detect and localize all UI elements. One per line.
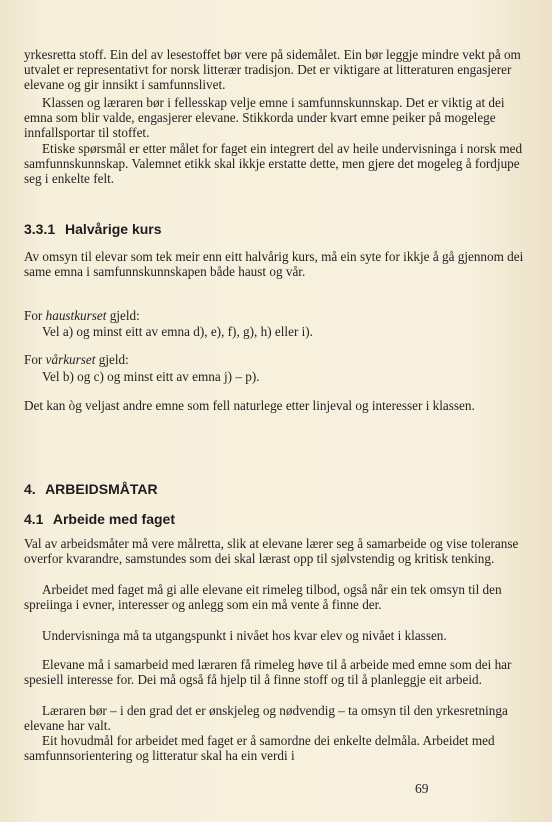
var-suffix: gjeld: — [95, 352, 129, 367]
haust-suffix: gjeld: — [106, 308, 140, 323]
section-4-1-paragraph-2: Arbeidet med faget må gi alle elevane eit rimeleg tilbod, også når ein tek omsyn til den spreiinga i evner, interesser og anlegg som ein må vente å finne der. — [24, 582, 502, 612]
section-4-1-paragraph-6: Eit hovudmål for arbeidet med faget er å samordne dei enkelte delmåla. Arbeidet med samfunnsorientering og litteratur skal ha ein verdi i — [24, 733, 495, 763]
section-4-1-paragraph-1: Val av arbeidsmåter må vere målretta, slik at elevane lærer seg å samarbeide og vise toleranse overfor kvarandre, samstundes som dei skal lærast opp til sjølvstendig og kritisk tenking. — [24, 536, 519, 566]
chapter-number: 4. — [24, 481, 36, 497]
intro-paragraph-2: Klassen og læraren bør i fellesskap velje emne i samfunnskunnskap. Det er viktig at dei emna som blir valde, engasjerer elevane. Stikkorda under kvart emne peiker på mogelege innfallsportar til stoffet. — [24, 95, 505, 140]
chapter-title: ARBEIDSMÅTAR — [45, 481, 158, 497]
haustkurset-rule: Vel a) og minst eitt av emna d), e), f), g), h) eller i). — [42, 324, 313, 339]
page-number: 69 — [415, 781, 429, 796]
section-title: Arbeide med faget — [52, 511, 175, 527]
intro-paragraph-1: yrkesretta stoff. Ein del av lesestoffet bør vere på sidemålet. Ein bør leggje mindre vekt på om utvalet er representativt for norsk litterær tradisjon. Det er viktigare at litteraturen engasjerer elevane og gir innsikt i samfunnslivet. — [24, 47, 521, 92]
varkurset-rule: Vel b) og c) og minst eitt av emna j) – p). — [42, 369, 260, 384]
varkurset-intro — [24, 352, 524, 367]
section-3-3-1-paragraph: Av omsyn til elevar som tek meir enn eitt halvårig kurs, må ein syte for ikkje å gå gjennom dei same emna i samfunnskunnskapen både haust og vår. — [24, 249, 524, 279]
haust-prefix: For — [24, 308, 46, 323]
var-term: vårkurset — [45, 352, 96, 367]
haustkurset-intro — [24, 308, 524, 323]
section-heading-3-3-1 — [24, 221, 162, 237]
section-4-1-paragraph-5: Læraren bør – i den grad det er ønskjeleg og nødvendig – ta omsyn til den yrkesretninga elevane har valt. — [24, 703, 508, 733]
intro-paragraph-3: Etiske spørsmål er etter målet for faget ein integrert del av heile undervisninga i norsk med samfunnskunnskap. Valemnet etikk skal ikkje erstatte dette, men gjere det mogeleg å fordjupe seg i enkelte felt. — [24, 141, 523, 186]
chapter-heading-4 — [24, 481, 158, 497]
section-heading-4-1 — [24, 511, 175, 527]
section-3-3-1-closing-paragraph: Det kan òg veljast andre emne som fell naturlege etter linjeval og interesser i klassen. — [24, 398, 475, 413]
section-4-1-paragraph-4: Elevane må i samarbeid med læraren få rimeleg høve til å arbeide med emne som dei har spesiell interesse for. Dei må også få hjelp til å finne stoff og til å planleggje eit arbeid. — [24, 657, 512, 687]
section-number: 4.1 — [24, 511, 44, 527]
section-4-1-paragraph-3: Undervisninga må ta utgangspunkt i nivået hos kvar elev og nivået i klassen. — [42, 628, 447, 643]
var-prefix: For — [24, 352, 46, 367]
haust-term: haustkurset — [45, 308, 107, 323]
section-number: 3.3.1 — [24, 221, 56, 237]
section-title: Halvårige kurs — [65, 221, 162, 237]
